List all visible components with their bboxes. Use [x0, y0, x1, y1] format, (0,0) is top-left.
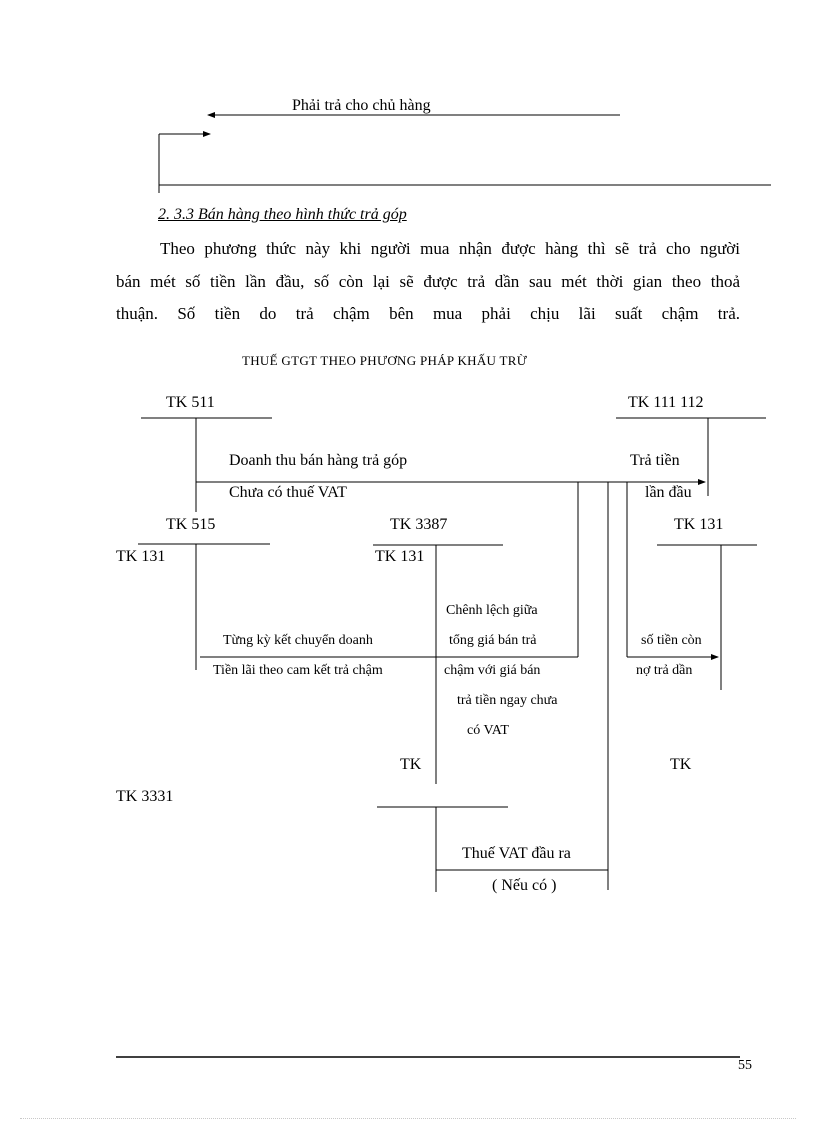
- interest-label: Tiền lãi theo cam kết trả chậm: [213, 663, 383, 678]
- page-number: 55: [738, 1058, 752, 1073]
- tk515-label: TK 515: [166, 516, 216, 533]
- tk131-right-label: TK 131: [674, 516, 724, 533]
- diagram-title: THUẾ GTGT THEO PHƯƠNG PHÁP KHẤU TRỪ: [242, 353, 528, 368]
- page-edge-dots: [20, 1118, 796, 1119]
- paragraph-line-2: bán mét số tiền lần đầu, số còn lại sẽ được trả dần sau mét thời gian theo thoả: [116, 272, 740, 291]
- paragraph-line-3: thuận. Số tiền do trả chậm bên mua phải chịu lãi suất chậm trả.: [116, 304, 740, 323]
- pay-owner-label: Phải trả cho chủ hàng: [292, 97, 431, 114]
- first-payment-label: lần đầu: [645, 484, 692, 501]
- tk511-label: TK 511: [166, 394, 215, 411]
- remain-line-1: số tiền còn: [641, 633, 702, 648]
- diff-line-1: Chênh lệch giữa: [446, 603, 538, 618]
- revenue-label: Doanh thu bán hàng trả góp: [229, 452, 408, 469]
- section-heading: 2. 3.3 Bán hàng theo hình thức trả góp: [158, 206, 407, 223]
- tk111-112-label: TK 111 112: [628, 394, 704, 411]
- tk131-left-label: TK 131: [116, 548, 166, 565]
- no-vat-label: Chưa có thuế VAT: [229, 484, 347, 501]
- remain-line-2: nợ trả dần: [636, 663, 693, 678]
- tk131-mid-label: TK 131: [375, 548, 425, 565]
- vat-output-label: Thuế VAT đầu ra: [462, 845, 571, 862]
- diff-line-5: có VAT: [467, 723, 509, 738]
- tk-mid-label: TK: [400, 756, 422, 773]
- diff-line-4: trả tiền ngay chưa: [457, 693, 558, 708]
- if-any-label: ( Nếu có ): [492, 877, 557, 894]
- pay-label: Trả tiền: [630, 452, 680, 469]
- paragraph-line-1: Theo phương thức này khi người mua nhận được hàng thì sẽ trả cho người: [160, 239, 740, 258]
- tk3331-label: TK 3331: [116, 788, 174, 805]
- tk3387-label: TK 3387: [390, 516, 448, 533]
- diff-line-3: chậm với giá bán: [444, 663, 541, 678]
- diff-line-2: tổng giá bán trả: [449, 633, 537, 648]
- periodic-label: Từng kỳ kết chuyển doanh: [223, 633, 373, 648]
- tk-right-label: TK: [670, 756, 692, 773]
